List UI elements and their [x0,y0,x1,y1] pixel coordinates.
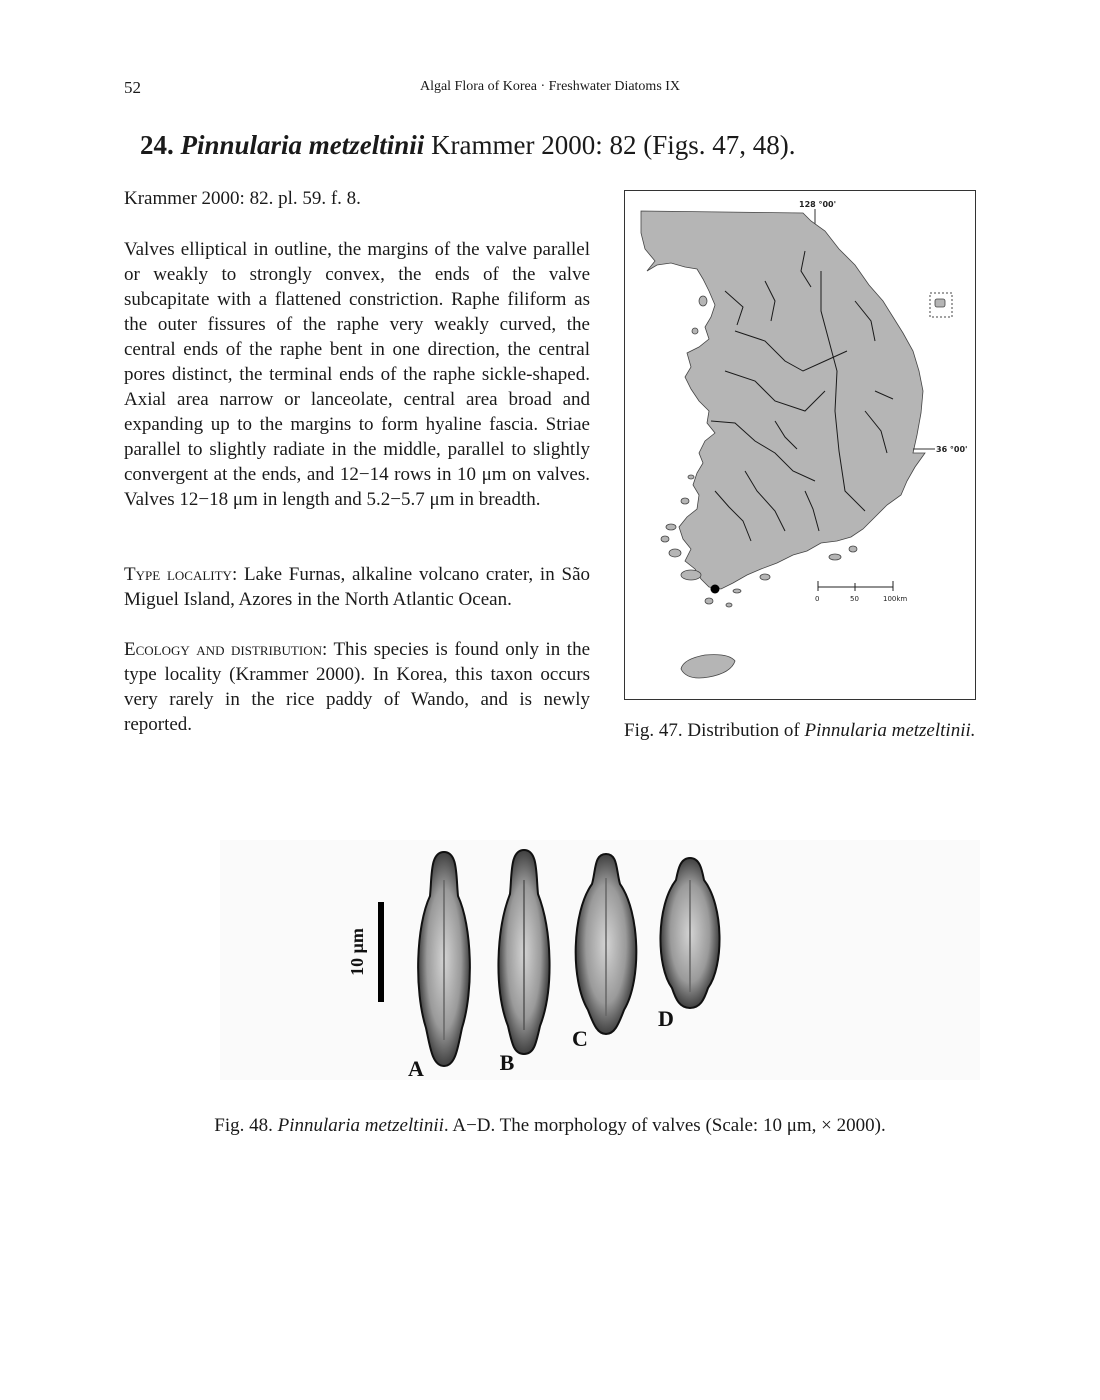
fig47-caption [624,718,976,743]
valve-label-a: A [408,1056,424,1080]
latitude-label: 36 °00' [936,445,968,454]
page-number: 52 [124,78,141,97]
island [849,546,857,552]
type-locality-label: Type locality [124,564,232,585]
distribution-map [624,190,976,700]
micrograph-scale-label: 10 μm [347,928,367,976]
map-scale-bar [818,581,893,591]
island [661,536,669,542]
fig48-caption [0,1115,1100,1137]
species-authority: Krammer 2000: 82 (Figs. 47, 48). [431,130,796,160]
island [699,296,707,306]
species-name: Pinnularia metzeltinii [180,130,425,160]
description-paragraph: Valves elliptical in outline, the margins of the valve parallel or weakly to strongly convex, the ends of the valve subcapitate with a flattened constriction. Raphe filiform as the outer fissures of the raphe very weakly curved, the central ends of the raphe bent in one direction, the central pores distinct, the terminal ends of the raphe sickle-shaped. Axial area narrow or lanceolate, central area broad and expanding up to the margins to form hyaline fascia. Striae parallel to slightly radiate in the middle, parallel to slightly convergent at the ends, and 12−14 rows in 10 μm on valves. Valves 12−18 μm in length and 5.2−5.7 μm in breadth. [124,239,590,510]
island [733,589,741,593]
korea-map-image [625,191,975,699]
valve-label-c: C [572,1026,588,1051]
korean-peninsula-land [641,211,925,589]
island [681,570,701,580]
scale-tick-0: 0 [815,595,820,603]
island [726,603,732,607]
diatom-micrograph [220,840,980,1080]
type-locality-text: Lake Furnas, alkaline volcano crater, in São Miguel Island, Azores in the North Atlantic Ocean. [124,564,591,610]
island [760,574,770,580]
collection-site-marker [711,585,720,594]
fig47-caption-prefix: Fig. 47. Distribution of [624,720,805,741]
species-heading [140,130,796,161]
valve-label-d: D [658,1006,674,1031]
jeju-island [681,655,735,678]
island [688,475,694,479]
fig48-caption-species: Pinnularia metzeltinii [277,1115,444,1136]
longitude-label: 128 °00' [799,200,837,209]
scale-tick-50: 50 [850,595,859,603]
island [681,498,689,504]
ecology-text: This species is found only in the type locality (Krammer 2000). In Korea, this taxon occurs very rarely in the rice paddy of Wando, and is newly reported. [124,639,591,735]
running-head: Algal Flora of Korea · Freshwater Diatoms IX [419,79,681,94]
fig48-caption-rest: . A−D. The morphology of valves (Scale: 10 μm, × 2000). [443,1115,886,1136]
ulleung-island [935,299,945,307]
island [669,549,681,557]
reference-line: Krammer 2000: 82. pl. 59. f. 8. [124,188,361,209]
type-locality-paragraph: Type locality: Lake Furnas, alkaline volcano crater, in São Miguel Island, Azores in the North Atlantic Ocean. [124,564,591,610]
fig48-caption-prefix: Fig. 48. [214,1115,278,1136]
island [666,524,676,530]
island [705,598,713,604]
island [692,328,698,334]
valve-label-b: B [499,1050,515,1075]
ecology-paragraph: Ecology and distribution: This species is found only in the type locality (Krammer 2000). In Korea, this taxon occurs very rarely in the rice paddy of Wando, and is newly reported. [124,639,591,735]
ecology-label: Ecology and distribution [124,639,322,660]
micrograph-scale-bar [378,902,384,1002]
fig47-caption-species: Pinnularia metzeltinii. [804,720,976,741]
scale-tick-100km: 100km [883,595,908,603]
species-number: 24. [140,130,174,160]
island [829,554,841,560]
